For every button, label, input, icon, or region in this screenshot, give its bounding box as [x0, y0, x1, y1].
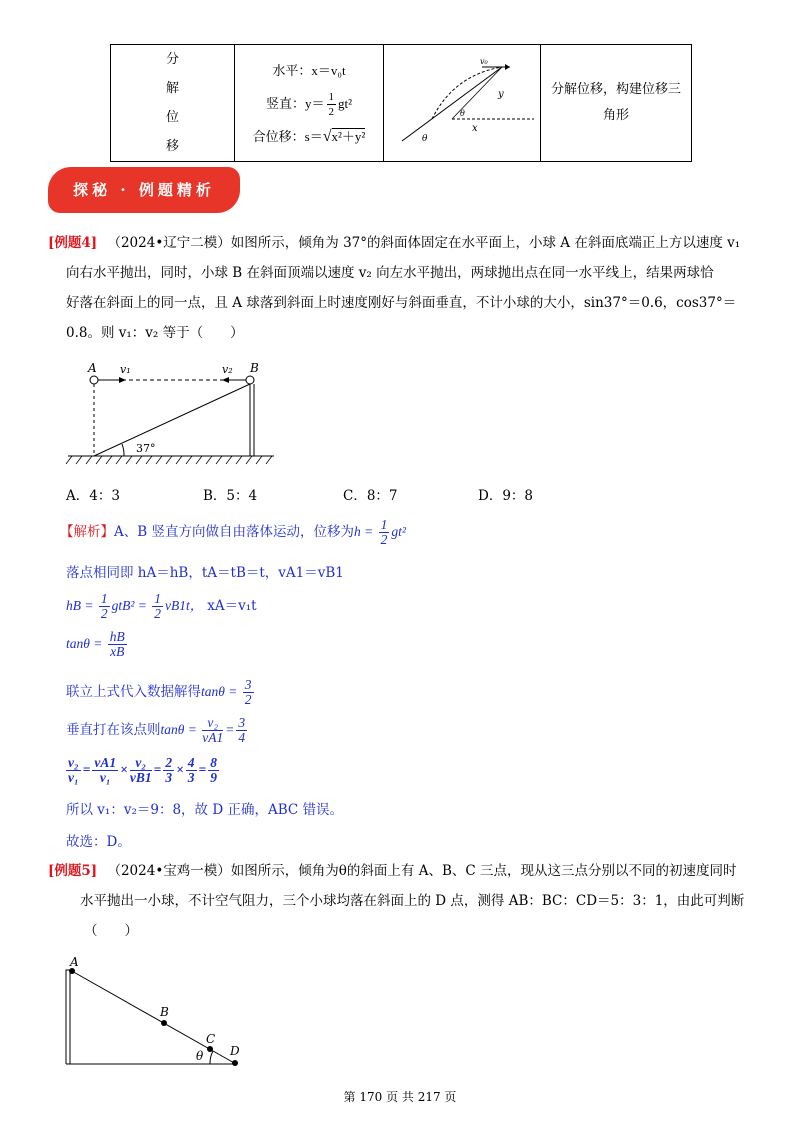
question-line: 向右水平抛出，同时，小球 B 在斜面顶端以速度 v₂ 向左水平抛出，两球抛出点在同一水平线上，结果两球恰	[66, 265, 714, 281]
theta-label: θ	[460, 109, 465, 118]
page-footer: 第 170 页 共 217 页	[343, 1090, 457, 1104]
denominator: vB1	[129, 770, 152, 785]
angle-label: 37°	[136, 442, 156, 455]
heading-char: 移	[165, 139, 179, 154]
fraction	[186, 756, 197, 785]
fraction	[66, 756, 81, 785]
example-source: （2024•宝鸡一模）	[107, 863, 231, 879]
point-c-label: C	[206, 1032, 216, 1046]
question-line: 0.8。则 v₁：v₂ 等于（ ）	[66, 325, 244, 341]
point-b-label: B	[160, 1005, 169, 1019]
question-line: 好落在斜面上的同一点，且 A 球落到斜面上时速度刚好与斜面垂直，不计小球的大小，sin37°＝0.6，cos37°＝	[66, 295, 737, 311]
example5-question	[48, 856, 768, 946]
numerator: 4	[187, 755, 195, 770]
math-text: hB =	[66, 598, 97, 613]
heading-char: 分	[165, 52, 179, 67]
example-source: （2024•辽宁二模）	[107, 235, 231, 251]
numerator: 2	[165, 755, 173, 770]
math-text: h =	[353, 524, 377, 539]
row-heading	[111, 45, 235, 162]
fraction	[92, 756, 118, 785]
total-prefix: 合位移：s＝	[252, 128, 323, 144]
math-text: tanθ =	[201, 684, 241, 699]
solution-line-2: 落点相同即 hA＝hB，tA＝tB＝t，vA1＝vB1	[66, 565, 344, 581]
heading-char: 位	[165, 110, 179, 125]
example5-figure	[60, 952, 260, 1072]
point-d-label: D	[230, 1044, 240, 1058]
choice-d: D．9：8	[478, 488, 534, 504]
denominator: 2	[244, 692, 252, 707]
theta-label: θ	[196, 1049, 204, 1063]
solution-tag: 【解析】	[60, 524, 114, 540]
vertical-formula	[235, 87, 383, 120]
question-line: 如图所示，倾角为θ的斜面上有 A、B、C 三点，现从这三点分别以不同的初速度同时	[230, 863, 737, 879]
numerator: v₂	[68, 755, 79, 770]
denominator: 9	[210, 770, 217, 785]
denominator: 3	[187, 770, 195, 785]
half-fraction: $\frac{1}{2}$	[100, 591, 108, 621]
example-tag: [例题5]	[48, 863, 98, 879]
v1-label: v₁	[120, 363, 131, 376]
point-a-label: A	[88, 361, 97, 375]
numerator: v₂	[202, 716, 223, 731]
fraction	[243, 678, 254, 707]
question-line: 如图所示，倾角为 37°的斜面体固定在水平面上，小球 A 在斜面底端正上方以速度 v₁	[230, 235, 741, 251]
total-formula: 合位移：s＝√x²＋y²	[252, 127, 366, 145]
denominator: v₁	[99, 770, 111, 785]
denominator: 4	[238, 730, 246, 745]
formula-cell	[235, 45, 384, 162]
denominator: xB	[110, 644, 125, 659]
theta-label: θ	[422, 134, 428, 144]
solution-line-3	[66, 592, 257, 621]
fraction	[130, 756, 152, 785]
numerator: 8	[210, 755, 217, 770]
solution-line-9: 故选：D。	[66, 834, 131, 850]
fraction	[236, 716, 247, 745]
question-line: 水平抛出一小球，不计空气阻力，三个小球均落在斜面上的 D 点，测得 AB：BC：CD＝5：3：1，由此可判断	[80, 893, 745, 909]
vertical-prefix: 竖直：y＝	[265, 95, 325, 111]
numerator: 3	[238, 715, 246, 730]
horizontal-formula: 水平：x＝v₀t	[272, 62, 346, 78]
point-a-label: A	[70, 955, 79, 969]
example4-question	[48, 228, 768, 348]
math-text: vB1t，	[165, 598, 204, 613]
half-fraction: $\frac{1}{2}$	[328, 91, 334, 119]
choice-b: B．5：4	[203, 488, 258, 504]
solution-line-6: 垂直打在该点则tanθ = $\frac{\text{v₂}}{vA1}$ = $\frac{3}{4}$	[66, 715, 246, 745]
numerator: 3	[244, 677, 252, 692]
heading-char: 解	[165, 81, 179, 96]
solution-line-4	[66, 630, 129, 659]
math-text: tanθ =	[66, 636, 106, 651]
choice-c: C．8：7	[343, 488, 398, 504]
v0-label: v₀	[480, 57, 488, 66]
solution-text: 垂直打在该点则	[66, 722, 161, 738]
numerator: vA1	[94, 755, 117, 770]
solution-text: xA＝v₁t	[207, 598, 257, 614]
denominator: v₁	[68, 770, 79, 785]
numerator: hB	[109, 629, 125, 644]
displacement-diagram	[384, 45, 540, 157]
total-radicand: x²＋y²	[331, 128, 366, 144]
diagram-cell	[384, 45, 541, 162]
question-line: （ ）	[84, 923, 138, 939]
example-tag: [例题4]	[48, 235, 98, 251]
solution-line-5	[66, 678, 256, 707]
denominator: vA1	[202, 730, 224, 745]
note-cell: 分解位移，构建位移三角形	[541, 45, 692, 162]
v2-label: v₂	[222, 363, 233, 376]
y-label: y	[498, 89, 504, 100]
math-text: gt²	[391, 524, 406, 539]
solution-line-7: $\frac{\text{v₂}}{\text{v₁}}$ = $\frac{vA1}{\text{v₁}}$ × $\frac{\text{v₂}}{vB1}$ = $\frac{2}{3}$ × $\frac{4}{3}$ = $\frac{8}{9}$	[68, 755, 217, 785]
solution-text: A、B 竖直方向做自由落体运动，位移为	[114, 524, 354, 540]
x-label: x	[472, 123, 478, 134]
half-fraction: $\frac{1}{2}$	[380, 517, 388, 547]
half-fraction: $\frac{1}{2}$	[154, 591, 162, 621]
vertical-suffix: gt²	[338, 95, 353, 111]
solution-line-8: 所以 v₁：v₂＝9：8，故 D 正确，ABC 错误。	[66, 802, 343, 818]
solution-line-1	[60, 518, 406, 547]
numerator: v₂	[130, 756, 152, 771]
fraction	[208, 756, 219, 785]
section-banner: 探秘 · 例题精析	[48, 167, 240, 213]
math-text: tanθ =	[160, 722, 201, 737]
math-text: gtB² =	[111, 598, 151, 613]
solution-text: 联立上式代入数据解得	[66, 684, 201, 700]
fraction	[108, 630, 127, 659]
point-b-label: B	[250, 361, 259, 375]
summary-table	[110, 44, 692, 162]
denominator: 3	[165, 770, 173, 785]
example4-figure	[64, 356, 284, 468]
choice-a: A．4：3	[66, 488, 120, 504]
fraction	[163, 756, 174, 785]
fraction	[202, 716, 223, 745]
